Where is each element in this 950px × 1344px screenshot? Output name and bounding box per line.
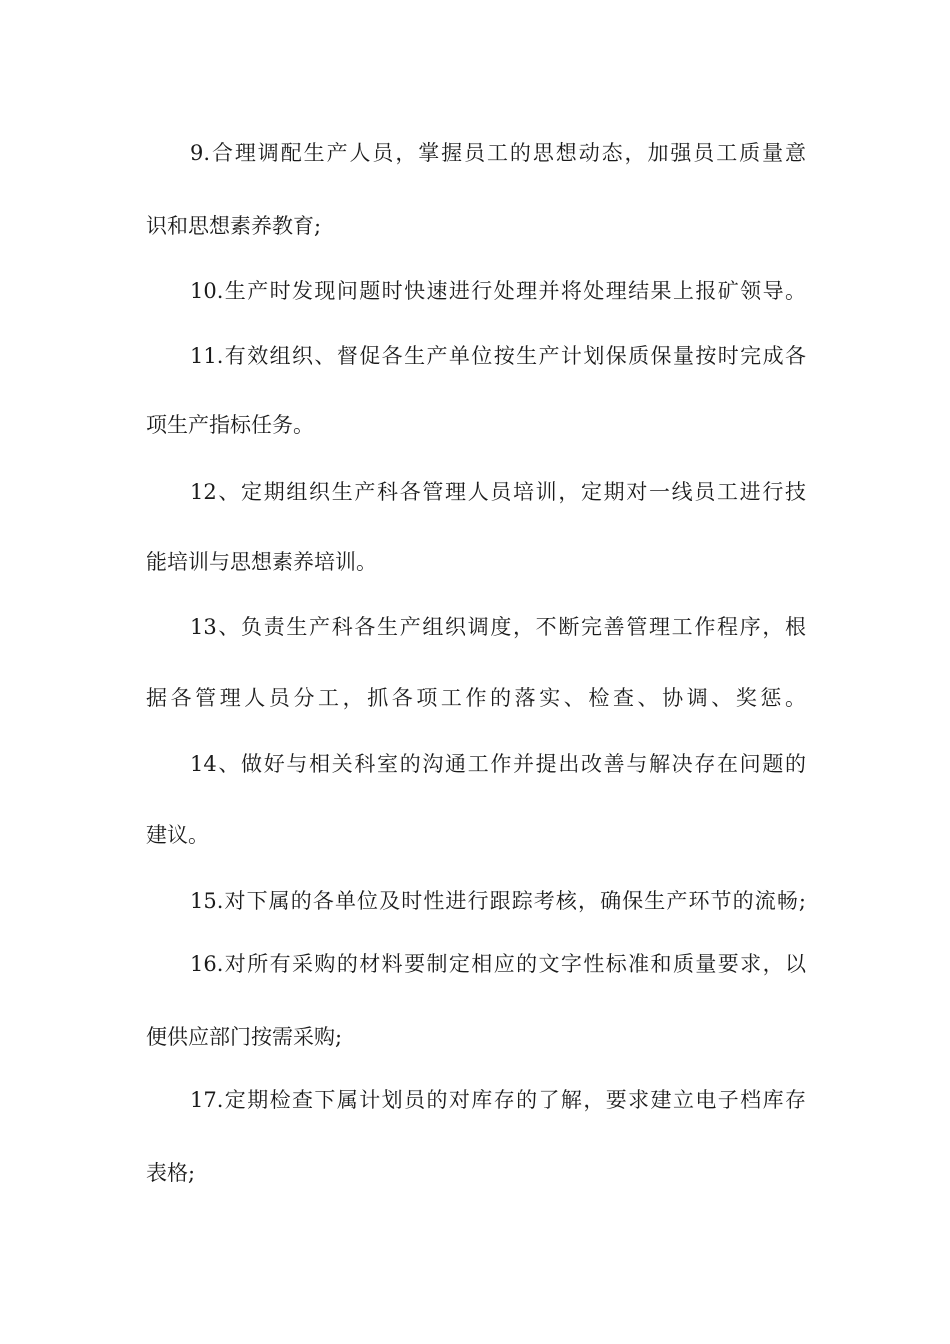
paragraph-11-line-1: 11.有效组织、督促各生产单位按生产计划保质保量按时完成各 bbox=[190, 344, 806, 368]
paragraph-12-line-2: 能培训与思想素养培训。 bbox=[146, 550, 377, 574]
paragraph-10-line-1: 10.生产时发现问题时快速进行处理并将处理结果上报矿领导。 bbox=[190, 279, 806, 303]
paragraph-12-line-1: 12、定期组织生产科各管理人员培训，定期对一线员工进行技 bbox=[190, 480, 806, 504]
paragraph-13-line-2: 据各管理人员分工，抓各项工作的落实、检查、协调、奖惩。 bbox=[146, 686, 806, 710]
paragraph-11-line-2: 项生产指标任务。 bbox=[146, 413, 314, 437]
paragraph-14-line-2: 建议。 bbox=[146, 823, 209, 847]
paragraph-9-line-2: 识和思想素养教育; bbox=[146, 214, 322, 238]
paragraph-14-line-1: 14、做好与相关科室的沟通工作并提出改善与解决存在问题的 bbox=[190, 752, 806, 776]
paragraph-9-line-1: 9.合理调配生产人员，掌握员工的思想动态，加强员工质量意 bbox=[190, 141, 806, 165]
paragraph-16-line-1: 16.对所有采购的材料要制定相应的文字性标准和质量要求，以 bbox=[190, 952, 806, 976]
paragraph-17-line-2: 表格; bbox=[146, 1161, 196, 1185]
paragraph-13-line-1: 13、负责生产科各生产组织调度，不断完善管理工作程序，根 bbox=[190, 615, 806, 639]
paragraph-17-line-1: 17.定期检查下属计划员的对库存的了解，要求建立电子档库存 bbox=[190, 1088, 806, 1112]
paragraph-15-line-1: 15.对下属的各单位及时性进行跟踪考核，确保生产环节的流畅; bbox=[190, 889, 806, 913]
paragraph-16-line-2: 便供应部门按需采购; bbox=[146, 1025, 343, 1049]
